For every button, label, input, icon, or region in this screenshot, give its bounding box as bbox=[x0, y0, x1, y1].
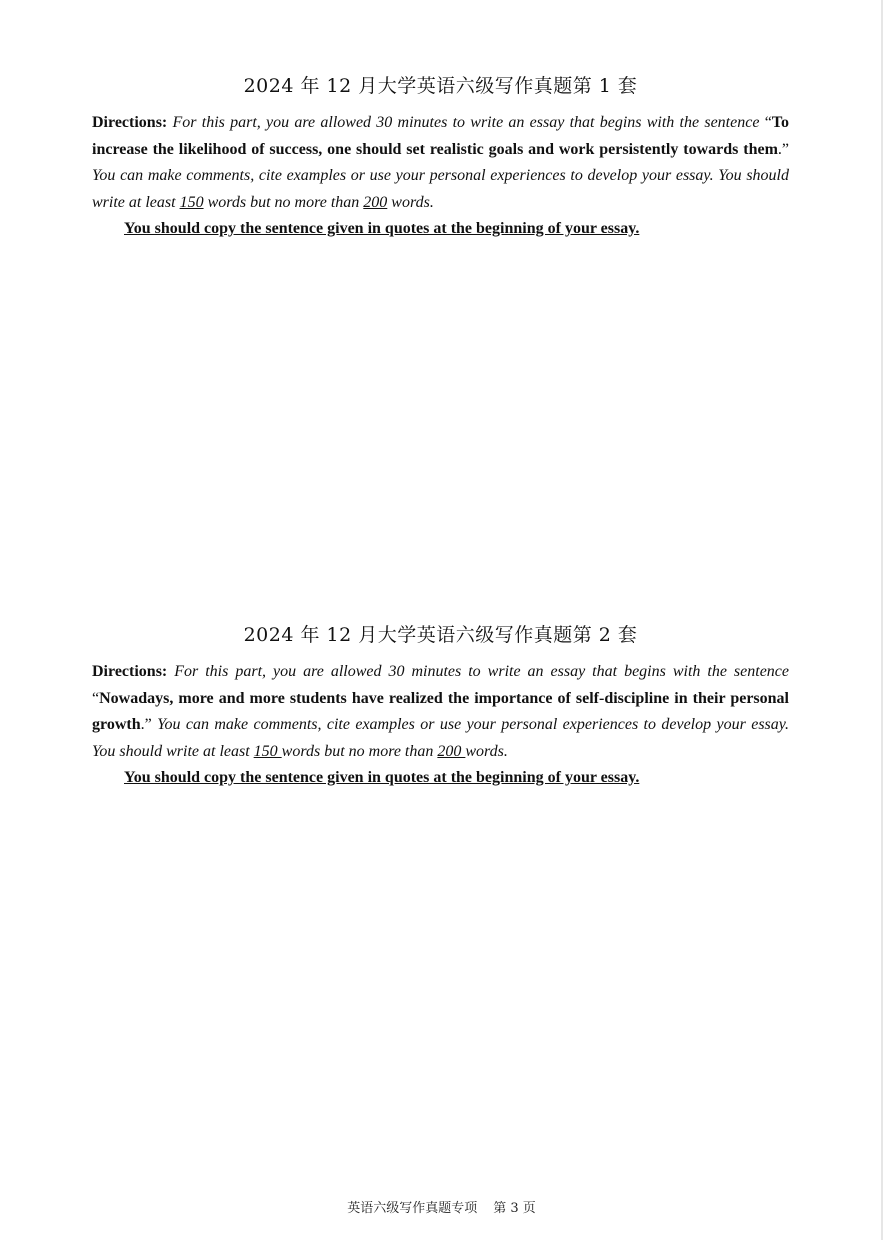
open-quote: “ bbox=[92, 689, 100, 707]
words-between: words but no more than bbox=[203, 193, 364, 211]
min-words: 150 bbox=[253, 742, 282, 760]
copy-sentence-note: You should copy the sentence given in quotes at the beginning of your essay. bbox=[124, 769, 640, 786]
min-words: 150 bbox=[179, 193, 204, 211]
directions-intro: For this part, you are allowed 30 minutes to write an essay that begins with the sentence bbox=[167, 663, 789, 680]
words-between: words but no more than bbox=[281, 742, 438, 760]
copy-sentence-note: You should copy the sentence given in quotes at the beginning of your essay. bbox=[124, 220, 640, 237]
footer-subject: 英语六级写作真题专项 bbox=[347, 1201, 478, 1216]
page-footer bbox=[0, 1199, 883, 1219]
directions-instructions: You can make comments, cite examples or use your personal experiences to develop your essay. You should write at least bbox=[92, 167, 789, 211]
words-end: words. bbox=[465, 742, 508, 760]
max-words: 200 bbox=[437, 742, 466, 760]
footer-page-number: 第 3 页 bbox=[493, 1201, 536, 1216]
directions-intro: For this part, you are allowed 30 minutes to write an essay that begins with the sentence bbox=[167, 114, 765, 131]
quoted-sentence: To increase the likelihood of success, one should set realistic goals and work persistently towards them bbox=[92, 114, 789, 158]
directions-label: Directions: bbox=[92, 114, 168, 131]
directions-paragraph bbox=[92, 659, 789, 765]
essay-prompt-1 bbox=[92, 72, 789, 243]
directions-paragraph bbox=[92, 110, 789, 216]
words-end: words. bbox=[387, 193, 434, 211]
close-quote: .” bbox=[777, 140, 789, 158]
close-quote: .” bbox=[140, 716, 158, 733]
quoted-sentence: Nowadays, more and more students have realized the importance of self-discipline in their personal growth bbox=[92, 689, 789, 733]
section-title: 2024 年 12 月大学英语六级写作真题第 2 套 bbox=[243, 624, 638, 646]
directions-instructions: You can make comments, cite examples or use your personal experiences to develop your essay. You should write at least bbox=[92, 716, 789, 760]
open-quote: “ bbox=[764, 114, 772, 131]
directions-label: Directions: bbox=[92, 663, 168, 680]
essay-prompt-2 bbox=[92, 621, 789, 792]
section-title: 2024 年 12 月大学英语六级写作真题第 1 套 bbox=[243, 75, 638, 97]
max-words: 200 bbox=[363, 193, 388, 211]
